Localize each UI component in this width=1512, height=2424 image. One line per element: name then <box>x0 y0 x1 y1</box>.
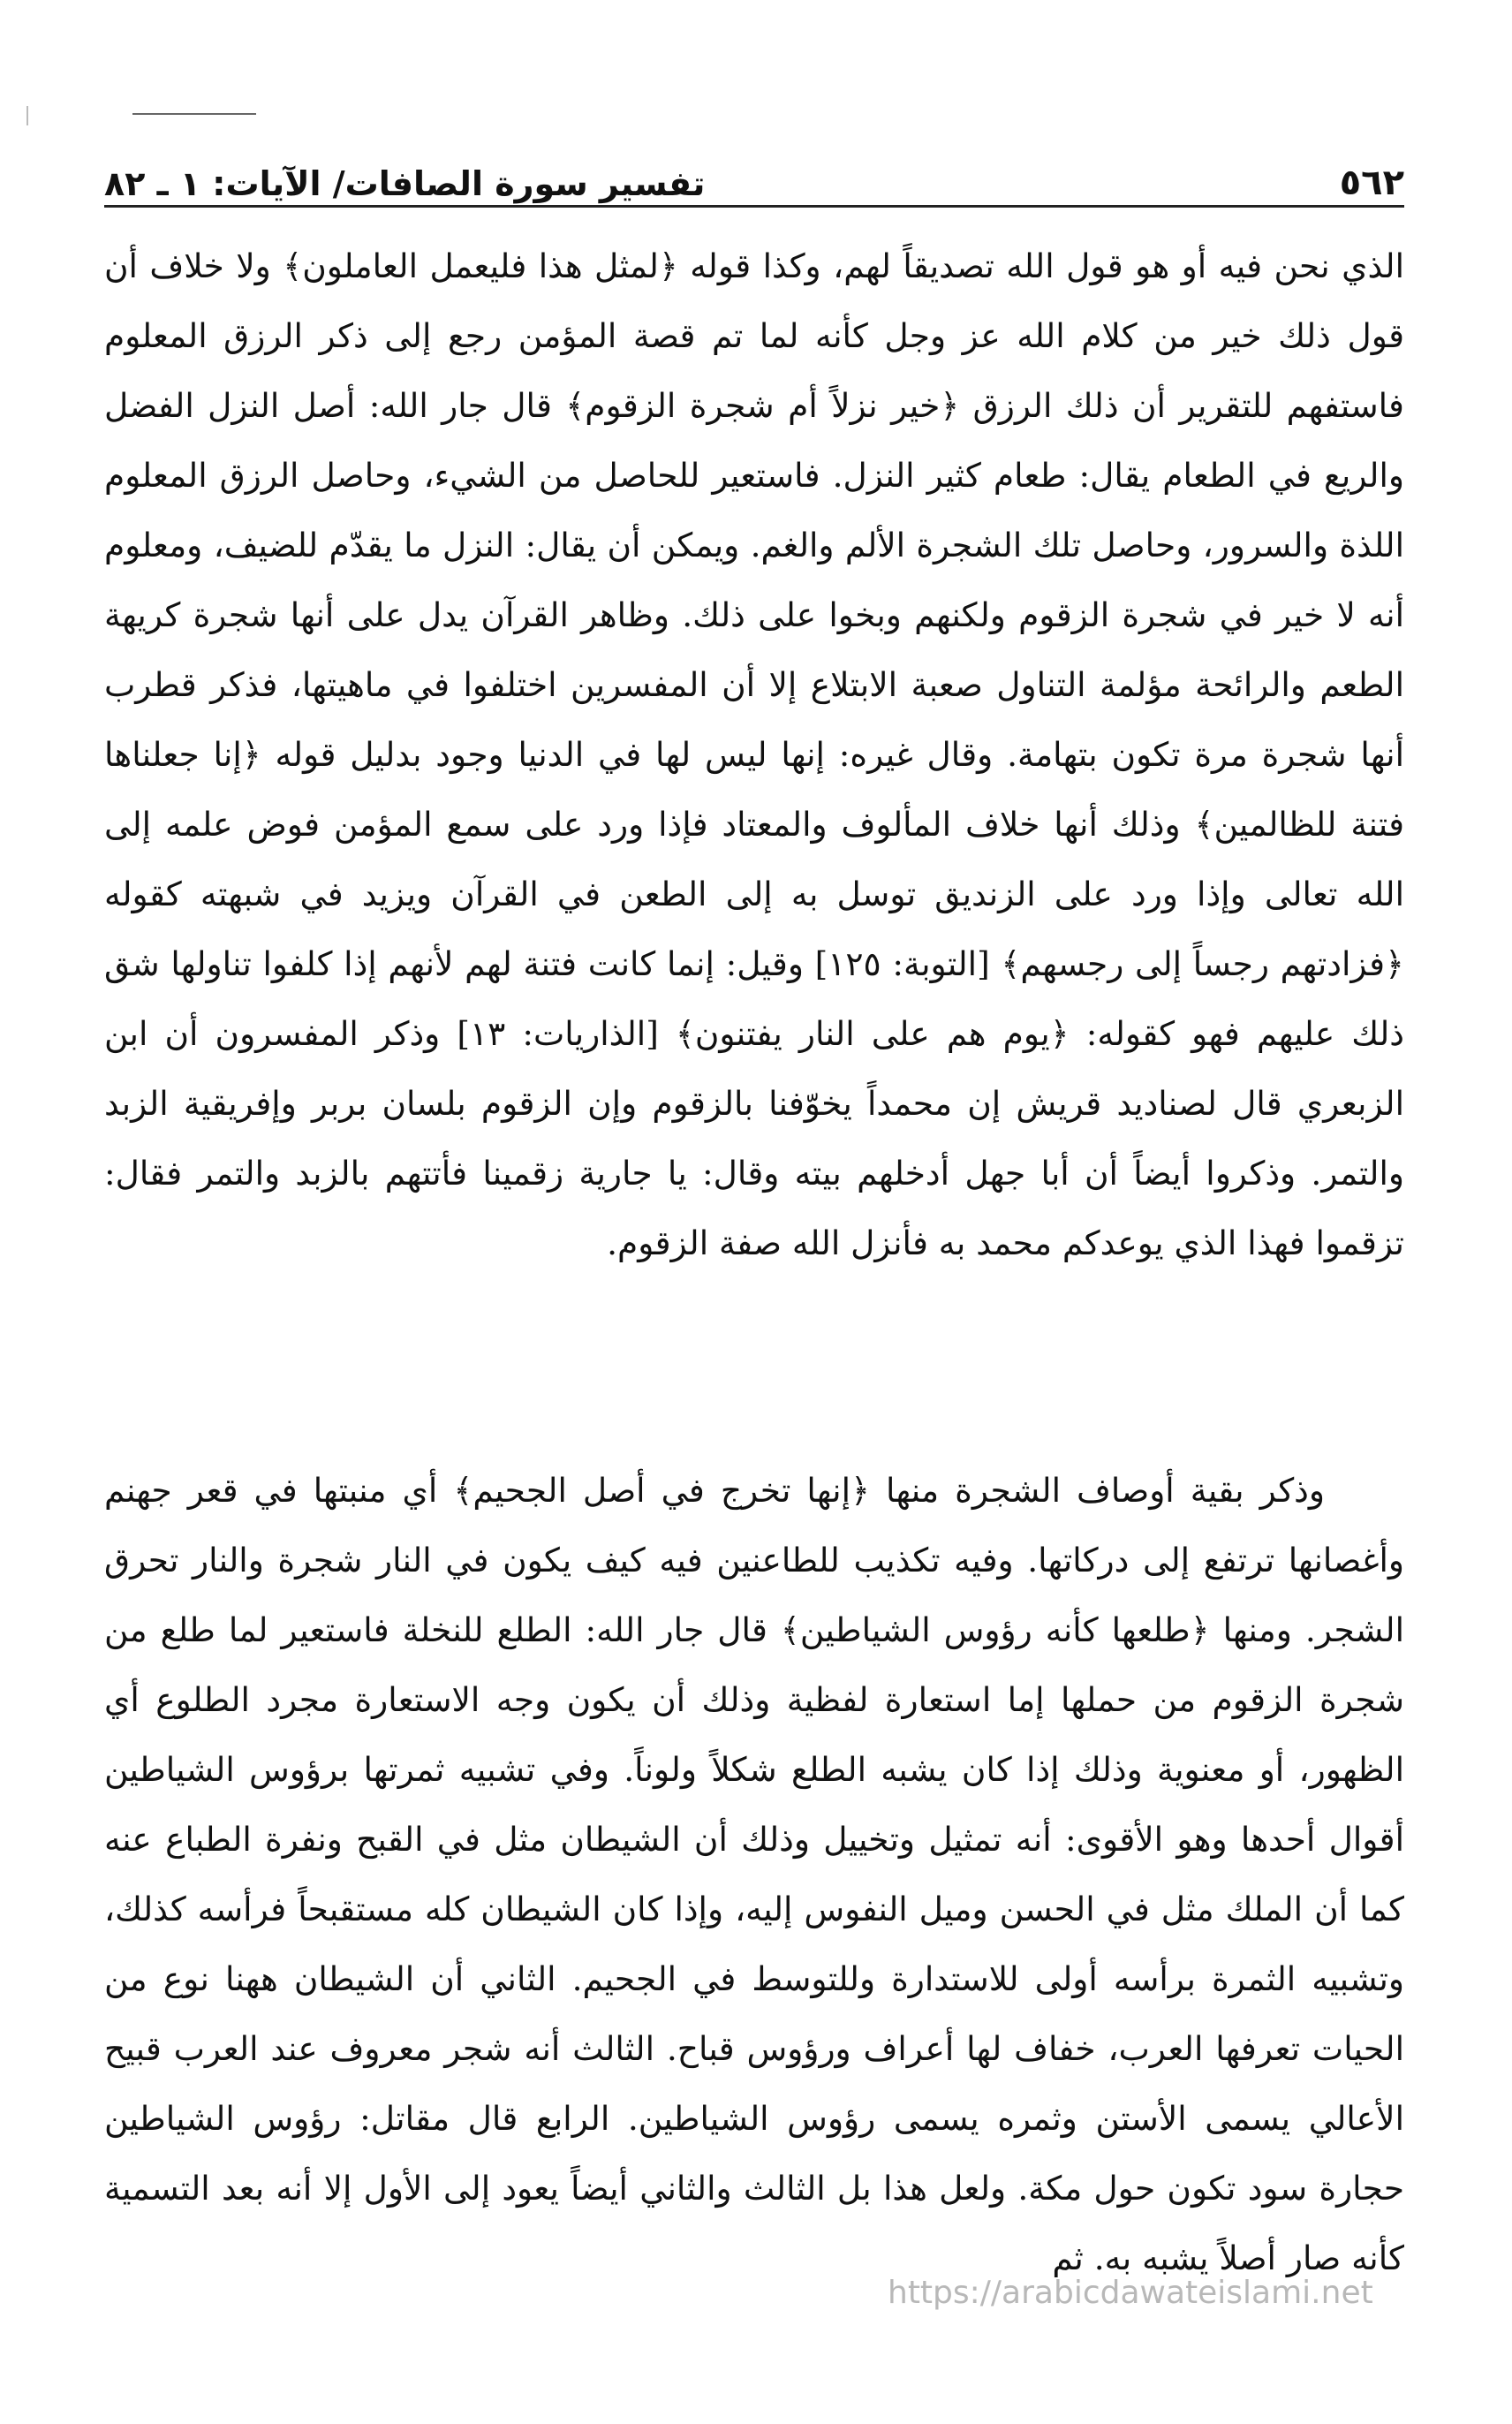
page-header <box>104 150 1404 203</box>
page-number: ٥٦٢ <box>1339 163 1404 203</box>
header-divider <box>104 205 1404 208</box>
paragraph-text: الذي نحن فيه أو هو قول الله تصديقاً لهم، وكذا قوله ﴿لمثل هذا فليعمل العاملون﴾ ولا خلاف أن قول ذلك خير من كلام الله عز وجل كأنه لما تم قصة المؤمن رجع إلى ذكر الرزق المعلوم فاستفهم للتقرير أن ذلك الرزق ﴿خير نزلاً أم شجرة الزقوم﴾ قال جار الله: أصل النزل الفضل والريع في الطعام يقال: طعام كثير النزل. فاستعير للحاصل من الشيء، وحاصل الرزق المعلوم اللذة والسرور، وحاصل تلك الشجرة الألم والغم. ويمكن أن يقال: النزل ما يقدّم للضيف، ومعلوم أنه لا خير في شجرة الزقوم ولكنهم وبخوا على ذلك. وظاهر القرآن يدل على أنها شجرة كريهة الطعم والرائحة مؤلمة التناول صعبة الابتلاع إلا أن المفسرين اختلفوا في ماهيتها، فذكر قطرب أنها شجرة مرة تكون بتهامة. وقال غيره: إنها ليس لها في الدنيا وجود بدليل قوله ﴿إنا جعلناها فتنة للظالمين﴾ وذلك أنها خلاف المألوف والمعتاد فإذا ورد على سمع المؤمن فوض علمه إلى الله تعالى وإذا ورد على الزنديق توسل به إلى الطعن في القرآن ويزيد في شبهته كقوله ﴿فزادتهم رجساً إلى رجسهم﴾ [التوبة: ١٢٥] وقيل: إنما كانت فتنة لهم لأنهم إذا كلفوا تناولها شق ذلك عليهم فهو كقوله: ﴿يوم هم على النار يفتنون﴾ [الذاريات: ١٣] وذكر المفسرون أن ابن الزبعري قال لصناديد قريش إن محمداً يخوّفنا بالزقوم وإن الزقوم بلسان بربر وإفريقية الزبد والتمر. وذكروا أيضاً أن أبا جهل أدخلهم بيته وقال: يا جارية زقمينا فأتتهم بالزبد والتمر فقال: تزقموا فهذا الذي يوعدكم محمد به فأنزل الله صفة الزقوم. <box>104 246 1405 1262</box>
watermark-url: https://arabicdawateislami.net <box>888 2275 1373 2311</box>
paragraph-text: وذكر بقية أوصاف الشجرة منها ﴿إنها تخرج في أصل الجحيم﴾ أي منبتها في قعر جهنم وأغصانها ترتفع إلى دركاتها. وفيه تكذيب للطاعنين فيه كيف يكون في النار شجرة والنار تحرق الشجر. ومنها ﴿طلعها كأنه رؤوس الشياطين﴾ قال جار الله: الطلع للنخلة فاستعير لما طلع من شجرة الزقوم من حملها إما استعارة لفظية وذلك أن يكون وجه الاستعارة مجرد الطلوع أي الظهور، أو معنوية وذلك إذا كان يشبه الطلع شكلاً ولوناً. وفي تشبيه ثمرتها برؤوس الشياطين أقوال أحدها وهو الأقوى: أنه تمثيل وتخييل وذلك أن الشيطان مثل في القبح ونفرة الطباع عنه كما أن الملك مثل في الحسن وميل النفوس إليه، وإذا كان الشيطان كله مستقبحاً فرأسه كذلك، وتشبيه الثمرة برأسه أولى للاستدارة وللتوسط في الجحيم. الثاني أن الشيطان ههنا نوع من الحيات تعرفها العرب، خفاف لها أعراف ورؤوس قباح. الثالث أنه شجر معروف عند العرب قبيح الأعالي يسمى الأستن وثمره يسمى رؤوس الشياطين. الرابع قال مقاتل: رؤوس الشياطين حجارة سود تكون حول مكة. ولعل هذا بل الثالث والثاني أيضاً يعود إلى الأول إلا أنه بعد التسمية كأنه صار أصلاً يشبه به. ثم <box>104 1471 1404 2277</box>
running-title: تفسير سورة الصافات/ الآيات: ١ ـ ٨٢ <box>104 164 706 203</box>
paragraph-1 <box>104 231 1404 1278</box>
paragraph-2 <box>104 1456 1404 2293</box>
top-decorative-rule <box>132 113 256 115</box>
margin-mark <box>26 106 28 125</box>
